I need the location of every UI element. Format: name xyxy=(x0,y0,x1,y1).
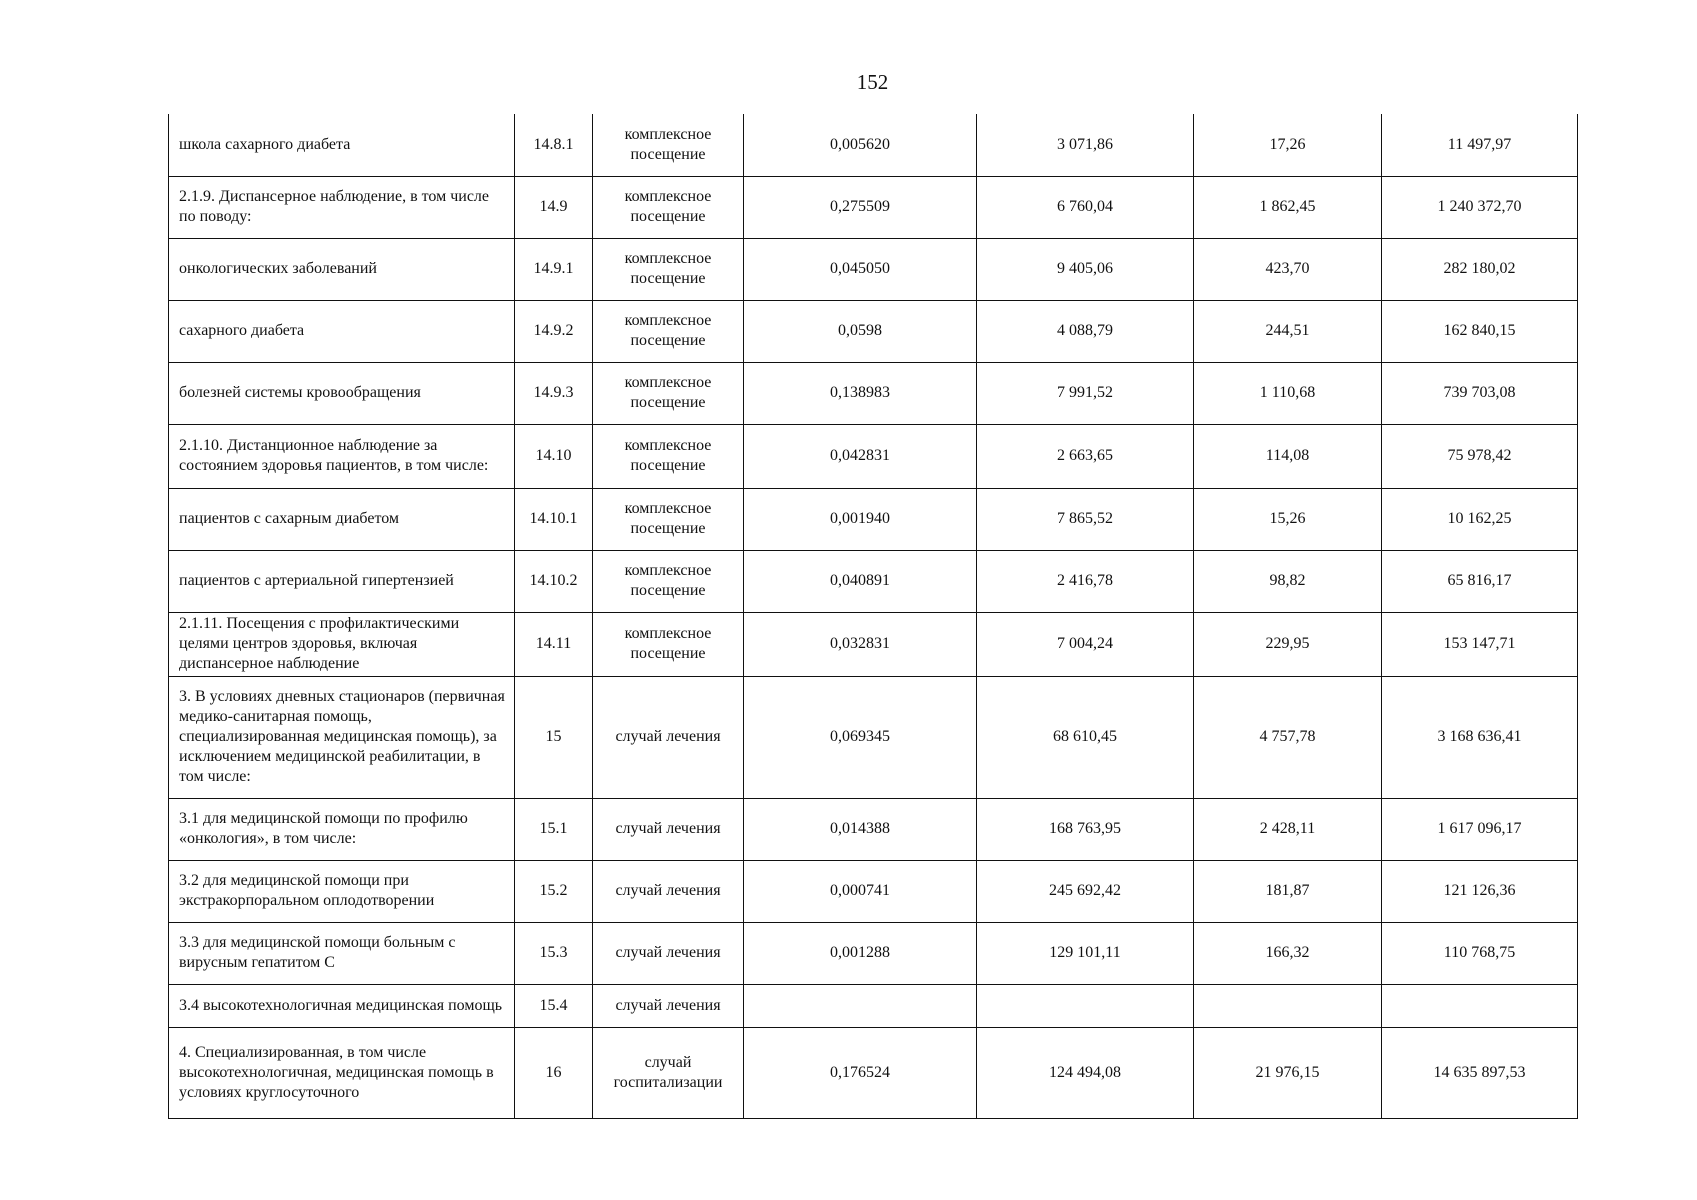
row-value-3-cell: 98,82 xyxy=(1194,550,1382,612)
row-value-4-cell: 1 617 096,17 xyxy=(1382,798,1578,860)
table-row xyxy=(169,550,1578,612)
table-row xyxy=(169,488,1578,550)
row-unit-cell: комплексное посещение xyxy=(593,362,744,424)
row-value-4-cell: 75 978,42 xyxy=(1382,424,1578,488)
row-name-cell: 3. В условиях дневных стационаров (первичная медико-санитарная помощь, специализированная медицинская помощь), за исключением медицинской реабилитации, в том числе: xyxy=(169,676,515,798)
row-value-1-cell: 0,005620 xyxy=(744,114,977,176)
table-row xyxy=(169,114,1578,176)
row-value-2-cell: 7 991,52 xyxy=(977,362,1194,424)
row-unit-cell: комплексное посещение xyxy=(593,238,744,300)
row-value-1-cell: 0,032831 xyxy=(744,612,977,676)
row-value-2-cell: 7 004,24 xyxy=(977,612,1194,676)
row-code-cell: 14.8.1 xyxy=(515,114,593,176)
row-value-2-cell: 6 760,04 xyxy=(977,176,1194,238)
row-name-cell: онкологических заболеваний xyxy=(169,238,515,300)
table-row xyxy=(169,176,1578,238)
row-name-cell: 3.3 для медицинской помощи больным с вирусным гепатитом С xyxy=(169,922,515,984)
table-row xyxy=(169,362,1578,424)
row-value-1-cell: 0,138983 xyxy=(744,362,977,424)
row-value-4-cell: 739 703,08 xyxy=(1382,362,1578,424)
row-value-3-cell: 166,32 xyxy=(1194,922,1382,984)
row-name-cell: 2.1.10. Дистанционное наблюдение за состоянием здоровья пациентов, в том числе: xyxy=(169,424,515,488)
row-unit-cell: случай госпитализации xyxy=(593,1027,744,1118)
row-code-cell: 14.9 xyxy=(515,176,593,238)
row-value-1-cell: 0,001288 xyxy=(744,922,977,984)
row-name-cell: 4. Специализированная, в том числе высокотехнологичная, медицинская помощь в условиях круглосуточного xyxy=(169,1027,515,1118)
row-value-2-cell: 68 610,45 xyxy=(977,676,1194,798)
row-unit-cell: случай лечения xyxy=(593,984,744,1027)
row-code-cell: 15.2 xyxy=(515,860,593,922)
row-code-cell: 16 xyxy=(515,1027,593,1118)
row-value-2-cell: 168 763,95 xyxy=(977,798,1194,860)
row-value-2-cell: 9 405,06 xyxy=(977,238,1194,300)
row-value-1-cell: 0,014388 xyxy=(744,798,977,860)
row-value-4-cell: 14 635 897,53 xyxy=(1382,1027,1578,1118)
row-value-4-cell: 121 126,36 xyxy=(1382,860,1578,922)
row-value-4-cell: 10 162,25 xyxy=(1382,488,1578,550)
row-name-cell: сахарного диабета xyxy=(169,300,515,362)
row-code-cell: 14.11 xyxy=(515,612,593,676)
row-value-2-cell: 7 865,52 xyxy=(977,488,1194,550)
row-value-1-cell: 0,000741 xyxy=(744,860,977,922)
row-code-cell: 15.4 xyxy=(515,984,593,1027)
row-value-1-cell: 0,001940 xyxy=(744,488,977,550)
row-value-3-cell: 17,26 xyxy=(1194,114,1382,176)
row-value-2-cell: 129 101,11 xyxy=(977,922,1194,984)
row-value-1-cell: 0,069345 xyxy=(744,676,977,798)
row-value-4-cell: 162 840,15 xyxy=(1382,300,1578,362)
row-code-cell: 14.10 xyxy=(515,424,593,488)
row-code-cell: 14.9.3 xyxy=(515,362,593,424)
row-name-cell: школа сахарного диабета xyxy=(169,114,515,176)
row-unit-cell: случай лечения xyxy=(593,676,744,798)
row-unit-cell: случай лечения xyxy=(593,922,744,984)
row-value-3-cell: 2 428,11 xyxy=(1194,798,1382,860)
row-value-1-cell: 0,0598 xyxy=(744,300,977,362)
row-value-3-cell: 4 757,78 xyxy=(1194,676,1382,798)
row-unit-cell: комплексное посещение xyxy=(593,300,744,362)
row-value-3-cell xyxy=(1194,984,1382,1027)
row-value-3-cell: 229,95 xyxy=(1194,612,1382,676)
data-table xyxy=(168,114,1578,1119)
row-value-4-cell: 153 147,71 xyxy=(1382,612,1578,676)
row-name-cell: 3.4 высокотехнологичная медицинская помощь xyxy=(169,984,515,1027)
table-row xyxy=(169,238,1578,300)
table-row xyxy=(169,612,1578,676)
row-value-3-cell: 423,70 xyxy=(1194,238,1382,300)
row-value-1-cell: 0,040891 xyxy=(744,550,977,612)
row-value-3-cell: 1 862,45 xyxy=(1194,176,1382,238)
row-value-3-cell: 244,51 xyxy=(1194,300,1382,362)
row-unit-cell: комплексное посещение xyxy=(593,176,744,238)
row-unit-cell: случай лечения xyxy=(593,798,744,860)
row-code-cell: 15.1 xyxy=(515,798,593,860)
row-value-3-cell: 21 976,15 xyxy=(1194,1027,1382,1118)
row-name-cell: пациентов с артериальной гипертензией xyxy=(169,550,515,612)
row-value-2-cell xyxy=(977,984,1194,1027)
row-name-cell: пациентов с сахарным диабетом xyxy=(169,488,515,550)
row-code-cell: 14.9.2 xyxy=(515,300,593,362)
row-code-cell: 14.10.1 xyxy=(515,488,593,550)
row-value-3-cell: 15,26 xyxy=(1194,488,1382,550)
row-name-cell: 3.2 для медицинской помощи при экстракорпоральном оплодотворении xyxy=(169,860,515,922)
table-row xyxy=(169,676,1578,798)
row-value-4-cell xyxy=(1382,984,1578,1027)
row-code-cell: 15.3 xyxy=(515,922,593,984)
row-value-1-cell: 0,045050 xyxy=(744,238,977,300)
row-value-4-cell: 65 816,17 xyxy=(1382,550,1578,612)
row-unit-cell: комплексное посещение xyxy=(593,114,744,176)
row-value-4-cell: 11 497,97 xyxy=(1382,114,1578,176)
row-value-2-cell: 3 071,86 xyxy=(977,114,1194,176)
row-value-3-cell: 114,08 xyxy=(1194,424,1382,488)
page-number: 152 xyxy=(856,70,889,94)
table-row xyxy=(169,1027,1578,1118)
row-value-4-cell: 1 240 372,70 xyxy=(1382,176,1578,238)
row-unit-cell: комплексное посещение xyxy=(593,488,744,550)
row-unit-cell: комплексное посещение xyxy=(593,424,744,488)
row-value-2-cell: 124 494,08 xyxy=(977,1027,1194,1118)
table-row xyxy=(169,922,1578,984)
row-value-3-cell: 1 110,68 xyxy=(1194,362,1382,424)
table-row xyxy=(169,984,1578,1027)
row-value-1-cell: 0,042831 xyxy=(744,424,977,488)
row-value-2-cell: 2 663,65 xyxy=(977,424,1194,488)
row-value-1-cell: 0,275509 xyxy=(744,176,977,238)
row-value-4-cell: 282 180,02 xyxy=(1382,238,1578,300)
row-value-4-cell: 3 168 636,41 xyxy=(1382,676,1578,798)
row-value-2-cell: 245 692,42 xyxy=(977,860,1194,922)
row-name-cell: 2.1.11. Посещения с профилактическими целями центров здоровья, включая диспансерное наблюдение xyxy=(169,612,515,676)
row-code-cell: 14.10.2 xyxy=(515,550,593,612)
table-body xyxy=(169,114,1578,1118)
row-unit-cell: комплексное посещение xyxy=(593,550,744,612)
row-name-cell: 3.1 для медицинской помощи по профилю «онкология», в том числе: xyxy=(169,798,515,860)
row-unit-cell: комплексное посещение xyxy=(593,612,744,676)
row-value-1-cell xyxy=(744,984,977,1027)
row-code-cell: 15 xyxy=(515,676,593,798)
row-value-1-cell: 0,176524 xyxy=(744,1027,977,1118)
table-row xyxy=(169,300,1578,362)
row-code-cell: 14.9.1 xyxy=(515,238,593,300)
row-value-4-cell: 110 768,75 xyxy=(1382,922,1578,984)
table-row xyxy=(169,798,1578,860)
table-row xyxy=(169,424,1578,488)
row-value-2-cell: 4 088,79 xyxy=(977,300,1194,362)
row-value-2-cell: 2 416,78 xyxy=(977,550,1194,612)
row-value-3-cell: 181,87 xyxy=(1194,860,1382,922)
row-name-cell: 2.1.9. Диспансерное наблюдение, в том числе по поводу: xyxy=(169,176,515,238)
table-row xyxy=(169,860,1578,922)
row-name-cell: болезней системы кровообращения xyxy=(169,362,515,424)
row-unit-cell: случай лечения xyxy=(593,860,744,922)
